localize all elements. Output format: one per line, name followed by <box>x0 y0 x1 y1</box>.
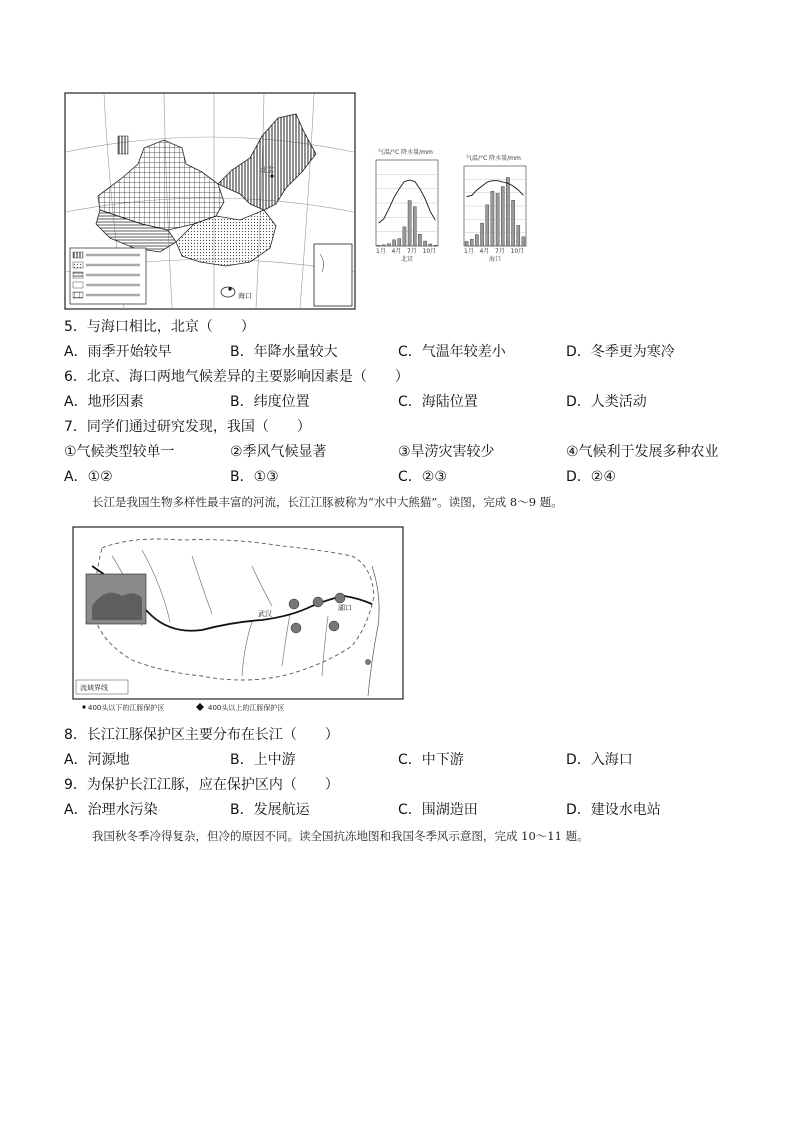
precip-bar <box>491 191 494 246</box>
q9-option-c[interactable]: C．围湖造田 <box>398 802 478 818</box>
q7-statement-3: ③旱涝灾害较少 <box>398 444 495 460</box>
q8-option-b[interactable]: B．上中游 <box>230 752 296 768</box>
map-label-beijing: 北京 <box>260 166 274 174</box>
q6-option-a[interactable]: A．地形因素 <box>64 394 144 410</box>
precip-bar <box>496 193 499 246</box>
climate-chart-beijing <box>364 146 450 264</box>
climate-chart-title: 气温/°C 降水量/mm <box>466 155 521 162</box>
map-label-haikou: 海口 <box>238 292 252 300</box>
precip-bar <box>486 205 489 246</box>
month-tick: 4月 <box>479 248 490 255</box>
q9-option-d[interactable]: D．建设水电站 <box>566 802 661 818</box>
q5-option-a[interactable]: A．雨季开始较早 <box>64 344 172 360</box>
q6-option-c[interactable]: C．海陆位置 <box>398 394 478 410</box>
climate-chart-haikou <box>452 152 538 264</box>
month-tick: 1月 <box>376 248 386 255</box>
month-tick: 7月 <box>495 248 505 255</box>
precip-bar <box>470 239 473 246</box>
precip-bar <box>387 244 390 246</box>
map-label-hukou: 湖口 <box>338 604 352 612</box>
precip-bar <box>481 223 484 246</box>
q6-option-d[interactable]: D．人类活动 <box>566 394 647 410</box>
q5-option-b[interactable]: B．年降水量较大 <box>230 344 338 360</box>
precip-bar <box>475 235 478 246</box>
question-8-stem: 8．长江江豚保护区主要分布在长江（ ） <box>64 727 339 743</box>
precip-bar <box>408 201 411 246</box>
precip-bar <box>424 241 427 246</box>
q8-option-a[interactable]: A．河源地 <box>64 752 130 768</box>
question-7-stem: 7．同学们通过研究发现，我国（ ） <box>64 419 311 435</box>
precip-bar <box>403 227 406 246</box>
question-9-stem: 9．为保护长江江豚，应在保护区内（ ） <box>64 777 339 793</box>
precip-bar <box>382 245 385 246</box>
precip-bar <box>522 237 525 246</box>
q5-option-d[interactable]: D．冬季更为寒冷 <box>566 344 675 360</box>
intro-q10-11: 我国秋冬季冷得复杂，但冷的原因不同。读全国抗冻地图和我国冬季风示意图，完成 10～11 题。 <box>92 829 589 843</box>
q9-option-a[interactable]: A．治理水污染 <box>64 802 158 818</box>
q7-option-a[interactable]: A．①② <box>64 469 113 485</box>
question-6-stem: 6．北京、海口两地气候差异的主要影响因素是（ ） <box>64 369 409 385</box>
month-tick: 10月 <box>510 248 525 255</box>
precip-bar <box>377 245 380 246</box>
legend-large-reserve: 400头以上的江豚保护区 <box>208 704 285 712</box>
yangtze-finless-porpoise-map <box>72 526 406 716</box>
q5-option-c[interactable]: C．气温年较差小 <box>398 344 506 360</box>
month-tick: 4月 <box>391 248 402 255</box>
month-tick: 10月 <box>422 248 437 255</box>
precip-bar <box>418 234 421 246</box>
question-5-stem: 5．与海口相比，北京（ ） <box>64 319 255 335</box>
climate-chart-city: 北京 <box>401 256 414 263</box>
precip-bar <box>393 240 396 246</box>
legend-basin-boundary: 流域界线 <box>80 684 108 692</box>
precip-bar <box>413 207 416 246</box>
q7-statement-2: ②季风气候显著 <box>230 444 327 460</box>
map-label-wuhan: 武汉 <box>258 610 272 618</box>
precip-bar <box>429 244 432 246</box>
climate-chart-title: 气温/°C 降水量/mm <box>378 149 433 156</box>
precip-bar <box>501 187 504 246</box>
q9-option-b[interactable]: B．发展航运 <box>230 802 310 818</box>
intro-q8-9: 长江是我国生物多样性最丰富的河流，长江江豚被称为“水中大熊猫”。读图，完成 8～9 题。 <box>92 495 563 509</box>
climate-chart-city: 海口 <box>489 256 502 263</box>
china-climate-map <box>64 92 356 310</box>
legend-small-reserve: 400头以下的江豚保护区 <box>88 704 165 712</box>
q7-option-d[interactable]: D．②④ <box>566 469 616 485</box>
q7-statement-4: ④气候利于发展多种农业 <box>566 444 719 460</box>
q7-statement-1: ①气候类型较单一 <box>64 444 175 460</box>
precip-bar <box>517 225 520 246</box>
precip-bar <box>512 200 515 246</box>
precip-bar <box>465 241 468 246</box>
precip-bar <box>506 177 509 246</box>
q6-option-b[interactable]: B．纬度位置 <box>230 394 310 410</box>
q8-option-d[interactable]: D．入海口 <box>566 752 633 768</box>
q8-option-c[interactable]: C．中下游 <box>398 752 464 768</box>
q7-option-b[interactable]: B．①③ <box>230 469 279 485</box>
month-tick: 1月 <box>464 248 474 255</box>
precip-bar <box>398 239 401 246</box>
precip-bar <box>434 245 437 246</box>
month-tick: 7月 <box>407 248 417 255</box>
q7-option-c[interactable]: C．②③ <box>398 469 447 485</box>
